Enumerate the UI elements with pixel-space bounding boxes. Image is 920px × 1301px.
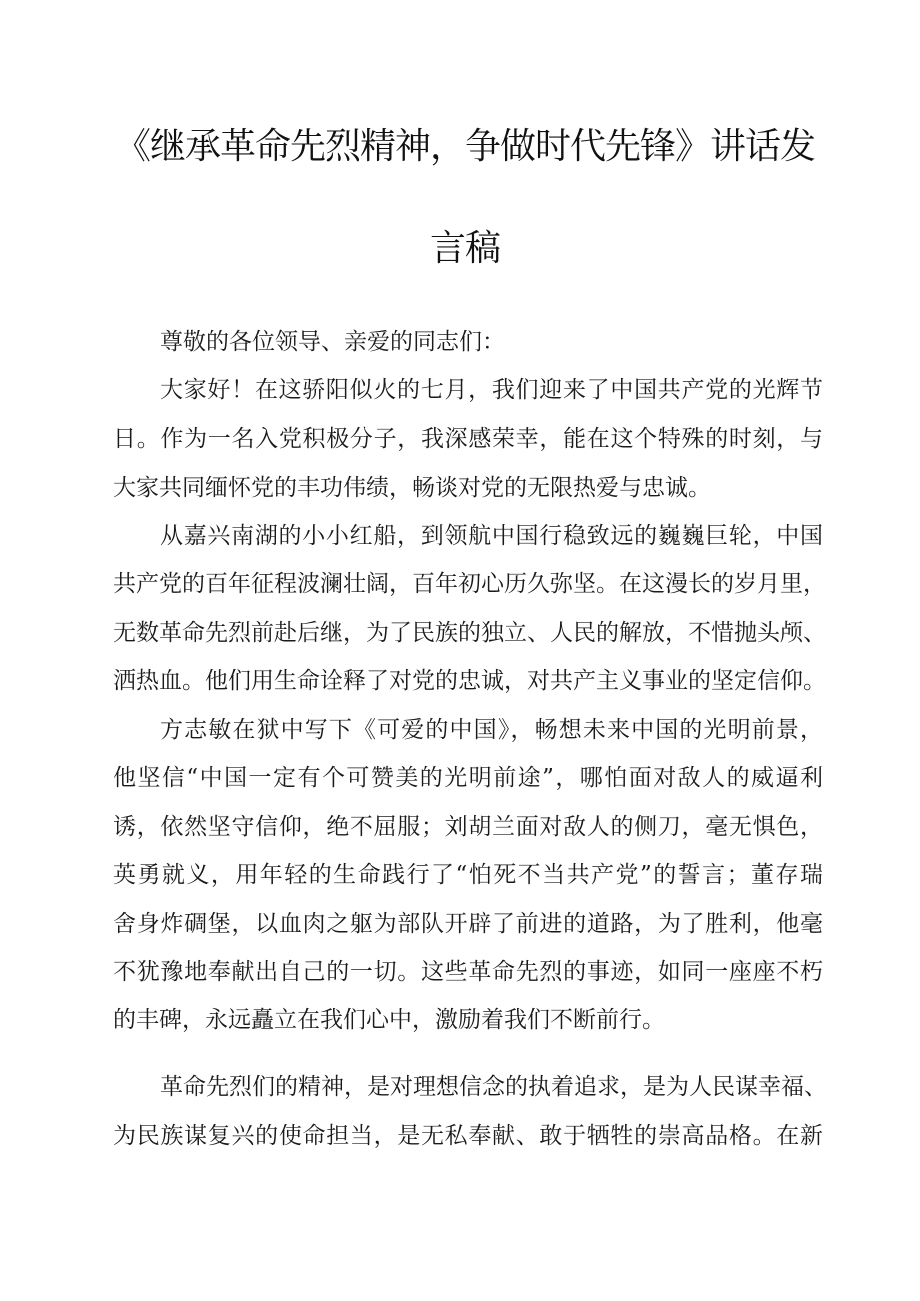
paragraph-3-line-3: 诱，依然坚守信仰，绝不屈服；刘胡兰面对敌人的侧刀，毫无惧色， xyxy=(113,814,823,840)
paragraph-3-line-2: 他坚信“中国一定有个可赞美的光明前途”，哪怕面对敌人的威逼利 xyxy=(113,765,823,791)
paragraph-2-line-1: 从嘉兴南湖的小小红船，到领航中国行稳致远的巍巍巨轮，中国 xyxy=(160,523,823,549)
paragraph-1-line-3: 大家共同缅怀党的丰功伟绩，畅谈对党的无限热爱与忠诚。 xyxy=(113,475,711,501)
paragraph-2-line-2: 共产党的百年征程波澜壮阔，百年初心历久弥坚。在这漫长的岁月里， xyxy=(113,571,826,597)
paragraph-1-line-1: 大家好！在这骄阳似火的七月，我们迎来了中国共产党的光辉节 xyxy=(160,377,823,403)
document-title-line-2: 言稿 xyxy=(429,228,500,269)
paragraph-2-line-4: 洒热血。他们用生命诠释了对党的忠诚，对共产主义事业的坚定信仰。 xyxy=(113,668,826,694)
paragraph-2-line-3: 无数革命先烈前赴后继，为了民族的独立、人民的解放，不惜抛头颅、 xyxy=(113,620,826,646)
paragraph-3-line-4: 英勇就义，用年轻的生命践行了“怕死不当共产党”的誓言；董存瑞 xyxy=(113,862,823,888)
paragraph-3-line-1: 方志敏在狱中写下《可爱的中国》，畅想未来中国的光明前景， xyxy=(160,717,823,743)
paragraph-4-line-2: 为民族谋复兴的使命担当，是无私奉献、敢于牺牲的崇高品格。在新 xyxy=(113,1123,823,1149)
paragraph-3-line-7: 的丰碑，永远矗立在我们心中，激励着我们不断前行。 xyxy=(113,1007,665,1033)
paragraph-1-line-2: 日。作为一名入党积极分子，我深感荣幸，能在这个特殊的时刻，与 xyxy=(113,426,823,452)
document-title-line-1: 《继承革命先烈精神，争做时代先锋》讲话发 xyxy=(114,126,815,167)
salutation: 尊敬的各位领导、亲爱的同志们： xyxy=(160,329,505,355)
paragraph-4-line-1: 革命先烈们的精神，是对理想信念的执着追求，是为人民谋幸福、 xyxy=(160,1074,827,1100)
paragraph-3-line-6: 不犹豫地奉献出自己的一切。这些革命先烈的事迹，如同一座座不朽 xyxy=(113,959,823,985)
document-body xyxy=(113,0,827,1301)
paragraph-3-line-5: 舍身炸碉堡，以血肉之躯为部队开辟了前进的道路，为了胜利，他毫 xyxy=(113,911,823,937)
